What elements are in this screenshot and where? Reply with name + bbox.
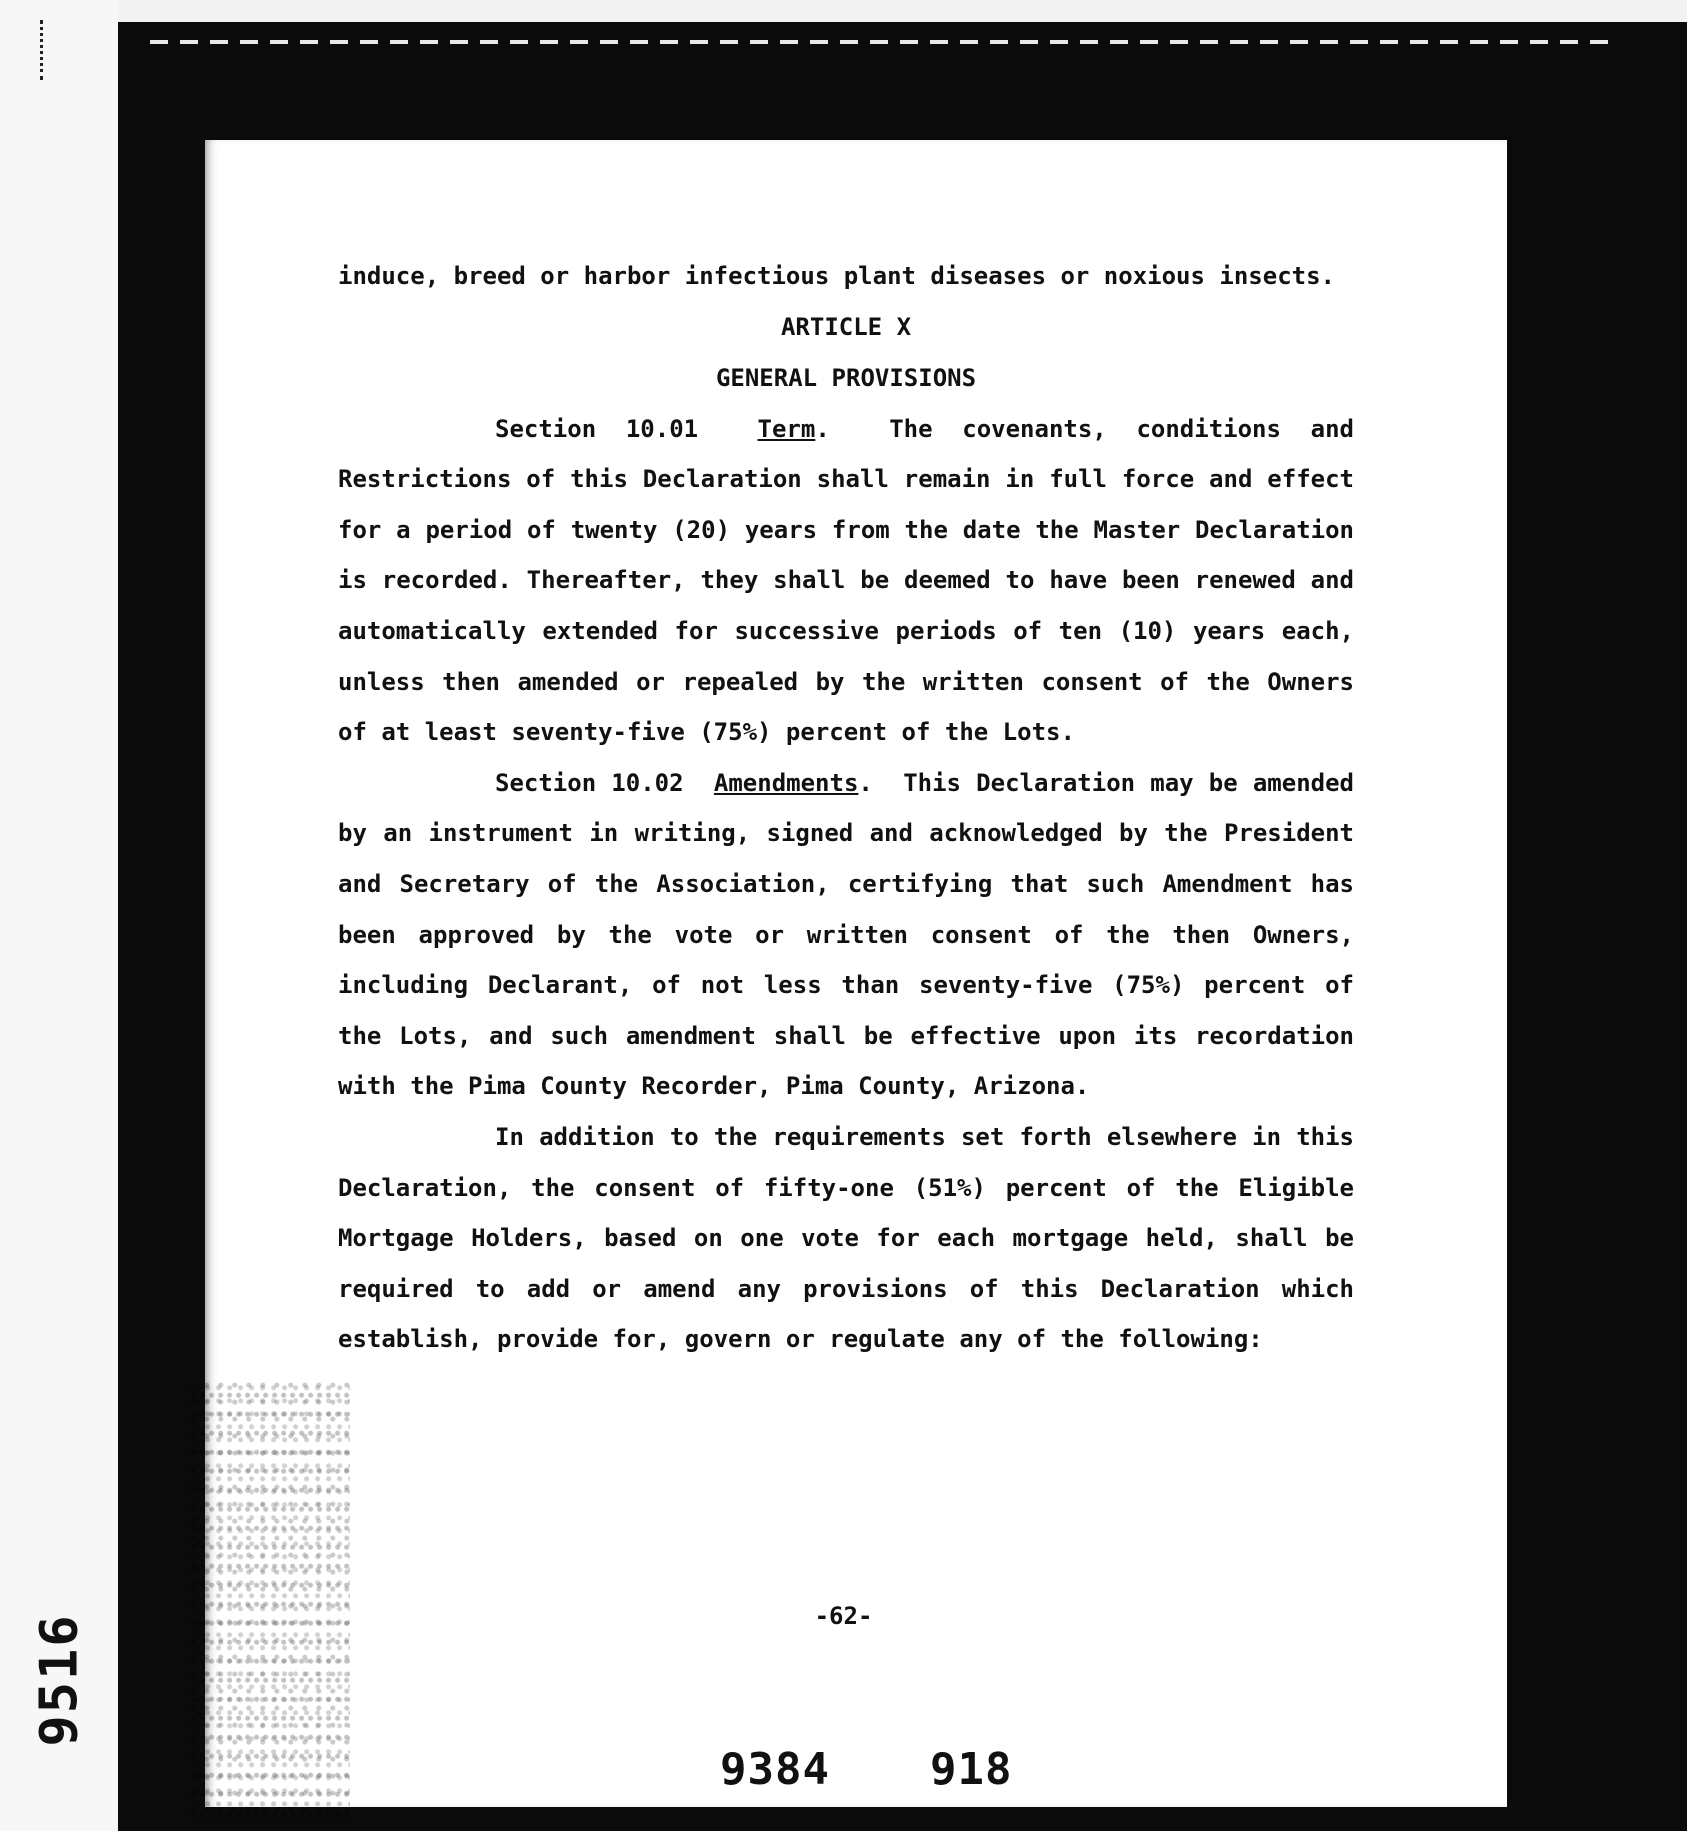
page-number: -62- (814, 1602, 873, 1630)
section-10-02-heading: Amendments (713, 768, 859, 797)
top-edge-strip (118, 0, 1687, 22)
recording-book-number: 9384 (720, 1744, 830, 1795)
top-edge-line (150, 40, 1620, 44)
recording-stamp (720, 1744, 1012, 1795)
section-10-02-label: Section 10.02 (495, 768, 684, 797)
document-body (338, 251, 1354, 1365)
article-title: GENERAL PROVISIONS (715, 363, 977, 392)
left-margin-strip (0, 0, 118, 1831)
section-10-01-body: The covenants, conditions and Restrictions of this Declaration shall remain in full force and effect for a period of twenty (20) years from the date the Master Declaration is recorded. Thereafter, they shall be deemed to have been renewed and automatically extended for successive periods of ten (10) years each, unless then amended or repealed by the written consent of the Owners of at least seventy-five (75%) percent of the Lots. (338, 414, 1355, 747)
addition-paragraph: In addition to the requirements set forth elsewhere in this Declaration, the consent of fifty-one (51%) percent of the Eligible Mortgage Holders, based on one vote for each mortgage held, shall be required to add or amend any provisions of this Declaration which establish, provide for, govern or regulate any of the following: (338, 1122, 1354, 1354)
section-10-01-heading: Term (757, 414, 816, 443)
recording-page-number: 918 (929, 1744, 1013, 1795)
side-stamp-number (10, 1610, 110, 1750)
copy-noise (190, 1380, 350, 1820)
margin-tick-marks (40, 20, 49, 80)
section-10-02-body: This Declaration may be amended by an instrument in writing, signed and acknowledged by the President and Secretary of the Association, certifying that such Amendment has been approved by the vote or written consent of the then Owners, including Declarant, of not less than seventy-five (75%) percent of the Lots, and such amendment shall be effective upon its recordation with the Pima County Recorder, Pima County, Arizona. (338, 768, 1354, 1101)
section-10-01-heading-punct: . (815, 414, 830, 443)
intro-paragraph: induce, breed or harbor infectious plant diseases or noxious insects. (338, 262, 1335, 290)
section-10-01-label: Section 10.01 (495, 414, 699, 443)
side-stamp-text: 9516 (30, 1613, 91, 1747)
section-10-02 (338, 758, 1354, 1112)
article-number: ARTICLE X (780, 312, 912, 341)
section-10-02-heading-punct: . (858, 768, 873, 797)
section-10-01 (338, 404, 1354, 758)
